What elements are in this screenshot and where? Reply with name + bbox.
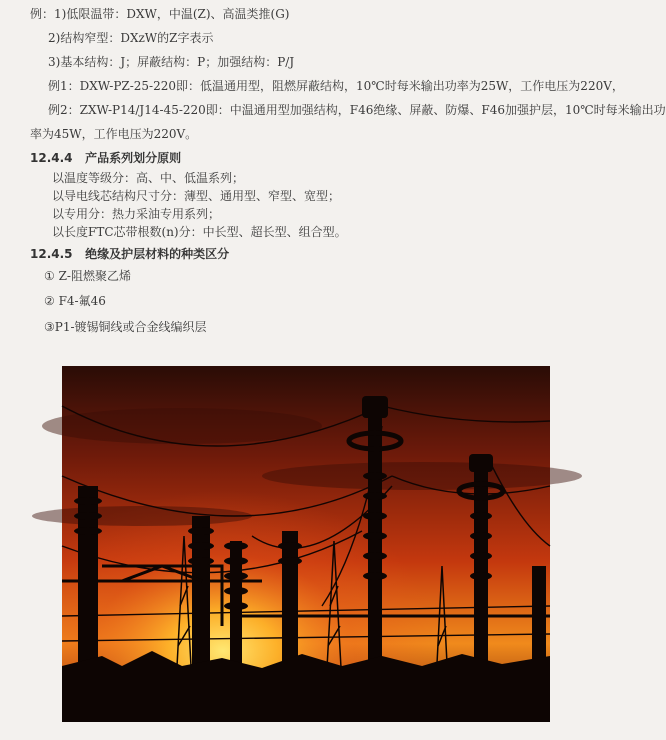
example-line-1: 例：1)低限温带：DXW，中温(Z)、高温类推(G): [30, 7, 290, 21]
material-item: ① Z-阻燃聚乙烯: [44, 269, 131, 283]
photo-illustration: [62, 366, 550, 722]
example-line-3: 3)基本结构：J；屏蔽结构：P；加强结构：P/J: [48, 55, 295, 69]
section-number: 12.4.5: [30, 247, 73, 261]
material-item: ② F4-氟46: [44, 294, 106, 308]
section-title: 产品系列划分原则: [85, 151, 182, 165]
section-title: 绝缘及护层材料的种类区分: [85, 247, 230, 261]
series-item: 以温度等级分：高、中、低温系列；: [52, 171, 245, 185]
section-heading-12-4-4: [30, 150, 181, 166]
example-2-part-1: 例2：ZXW-P14/J14-45-220即：中温通用型加强结构，F46绝缘、屏蔽、防爆、F46加强护层，10℃时每米输出功: [48, 103, 666, 117]
series-item: 以专用分：热力采油专用系列；: [52, 207, 221, 221]
section-number: 12.4.4: [30, 151, 73, 165]
section-heading-12-4-5: [30, 246, 229, 262]
example-line-2: 2)结构窄型：DXzW的Z字表示: [48, 31, 214, 45]
example-2-part-2: 率为45W，工作电压为220V。: [30, 127, 198, 141]
substation-sunset-photo: [62, 366, 550, 722]
example-1: 例1：DXW-PZ-25-220即：低温通用型，阻燃屏蔽结构，10℃时每米输出功率为25W，工作电压为220V，: [48, 79, 624, 93]
material-item: ③P1-镀锡铜线或合金线编织层: [44, 320, 207, 334]
series-item: 以导电线芯结构尺寸分：薄型、通用型、窄型、宽型；: [52, 189, 341, 203]
series-item: 以长度FTC芯带根数(n)分：中长型、超长型、组合型。: [52, 225, 347, 239]
